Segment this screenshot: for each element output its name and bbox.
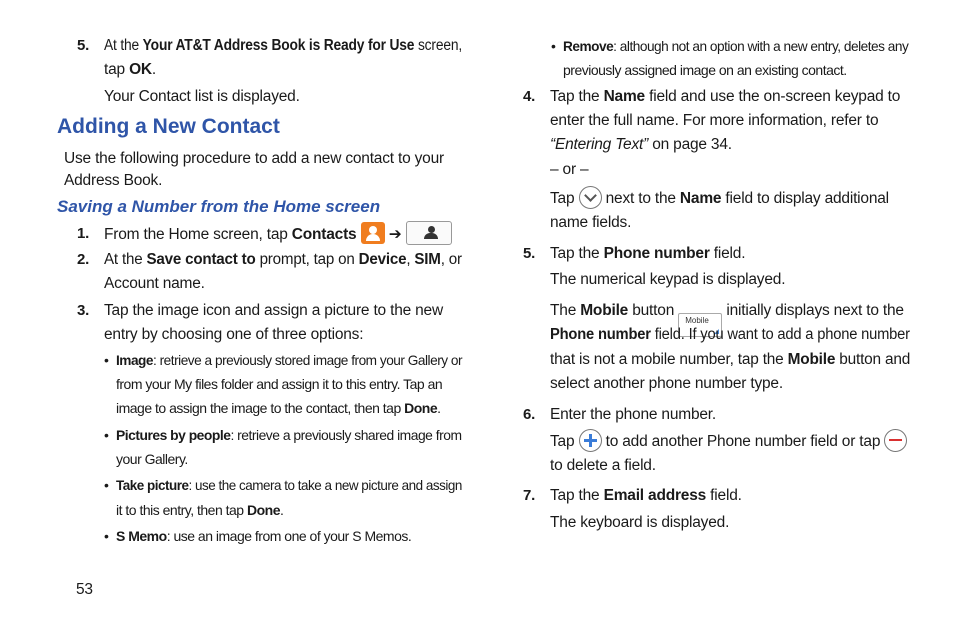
bullet-smemo-line-1: S Memo: use an image from one of your S Memos. [116, 528, 412, 544]
bullet-smemo-marker: • [104, 528, 109, 544]
step-5-line-2: tap OK. [104, 61, 157, 78]
step-5b-line-2: The Mobile button Mobile initially displays next to the [550, 299, 904, 337]
step-5-result: Your Contact list is displayed. [104, 88, 300, 105]
step-7-result: The keyboard is displayed. [550, 514, 730, 531]
step-3-line-1: Tap the image icon and assign a picture to the new [104, 302, 443, 319]
step-5-number: 5. [77, 37, 90, 54]
step-3-line-2: entry by choosing one of three options: [104, 326, 364, 343]
mobile-button-icon: Mobile [678, 313, 722, 337]
intro-line-1: Use the following procedure to add a new contact to your [64, 150, 444, 167]
bullet-pictures-line-2: your Gallery. [116, 451, 188, 467]
bullet-take-picture-line-1: Take picture: use the camera to take a new picture and assign [116, 477, 462, 493]
step-2-line-2: Account name. [104, 275, 205, 292]
step-6-line-2: Tap to add another Phone number field or tap [550, 429, 907, 454]
step-5b-result: The numerical keypad is displayed. [550, 271, 786, 288]
step-1-number: 1. [77, 225, 90, 242]
remove-icon [884, 429, 907, 452]
bullet-pictures-line-1: Pictures by people: retrieve a previously shared image from [116, 427, 462, 443]
add-icon [579, 429, 602, 452]
step-6-line-1: Enter the phone number. [550, 406, 717, 423]
bullet-take-picture-marker: • [104, 477, 109, 493]
bullet-image-line-3: image to assign the image to the contact, then tap Done. [116, 400, 441, 416]
arrow-icon: ➔ [388, 226, 402, 243]
step-4-line-1: Tap the Name field and use the on-screen keypad to [550, 88, 901, 105]
step-7-number: 7. [523, 487, 536, 504]
contacts-app-icon [361, 222, 385, 244]
bullet-remove-marker: • [551, 38, 556, 54]
step-5b-number: 5. [523, 245, 536, 262]
bullet-image-marker: • [104, 352, 109, 368]
step-4-line-4: Tap next to the Name field to display additional [550, 186, 889, 211]
chevron-down-icon [579, 186, 602, 209]
step-5-line-1: At the Your AT&T Address Book is Ready for Use screen, [104, 37, 463, 54]
step-4-number: 4. [523, 88, 536, 105]
page-title: Adding a New Contact [57, 115, 280, 138]
step-4-line-2: enter the full name. For more information, refer to [550, 112, 879, 129]
bullet-remove-line-2: previously assigned image on an existing contact. [563, 62, 847, 78]
step-3-number: 3. [77, 302, 90, 319]
bullet-take-picture-line-2: it to this entry, then tap Done. [116, 502, 284, 518]
step-5b-line-1: Tap the Phone number field. [550, 245, 746, 262]
bullet-image-line-1: Image: retrieve a previously stored image from your Gallery or [116, 352, 463, 368]
step-7-line-1: Tap the Email address field. [550, 487, 742, 504]
step-1-line: From the Home screen, tap Contacts ➔ [104, 221, 452, 247]
step-6-line-3: to delete a field. [550, 457, 656, 474]
step-4-line-3: “Entering Text” on page 34. [550, 136, 732, 153]
page-number: 53 [76, 581, 93, 598]
add-contact-icon [406, 221, 452, 245]
step-4-line-5: name fields. [550, 214, 632, 231]
step-5b-line-3: Phone number field. If you want to add a phone number [550, 326, 910, 343]
section-subheading: Saving a Number from the Home screen [57, 197, 381, 216]
intro-line-2: Address Book. [64, 172, 163, 189]
step-6-number: 6. [523, 406, 536, 423]
step-5b-line-5: select another phone number type. [550, 375, 783, 392]
step-4-or: – or – [550, 161, 589, 178]
step-2-line-1: At the Save contact to prompt, tap on Device, SIM, or [104, 251, 462, 268]
bullet-remove-line-1: Remove: although not an option with a new entry, deletes any [563, 38, 909, 54]
step-2-number: 2. [77, 251, 90, 268]
bullet-image-line-2: from your My files folder and assign it to this entry. Tap an [116, 376, 443, 392]
step-5b-line-4: that is not a mobile number, tap the Mobile button and [550, 351, 911, 368]
bullet-pictures-marker: • [104, 427, 109, 443]
